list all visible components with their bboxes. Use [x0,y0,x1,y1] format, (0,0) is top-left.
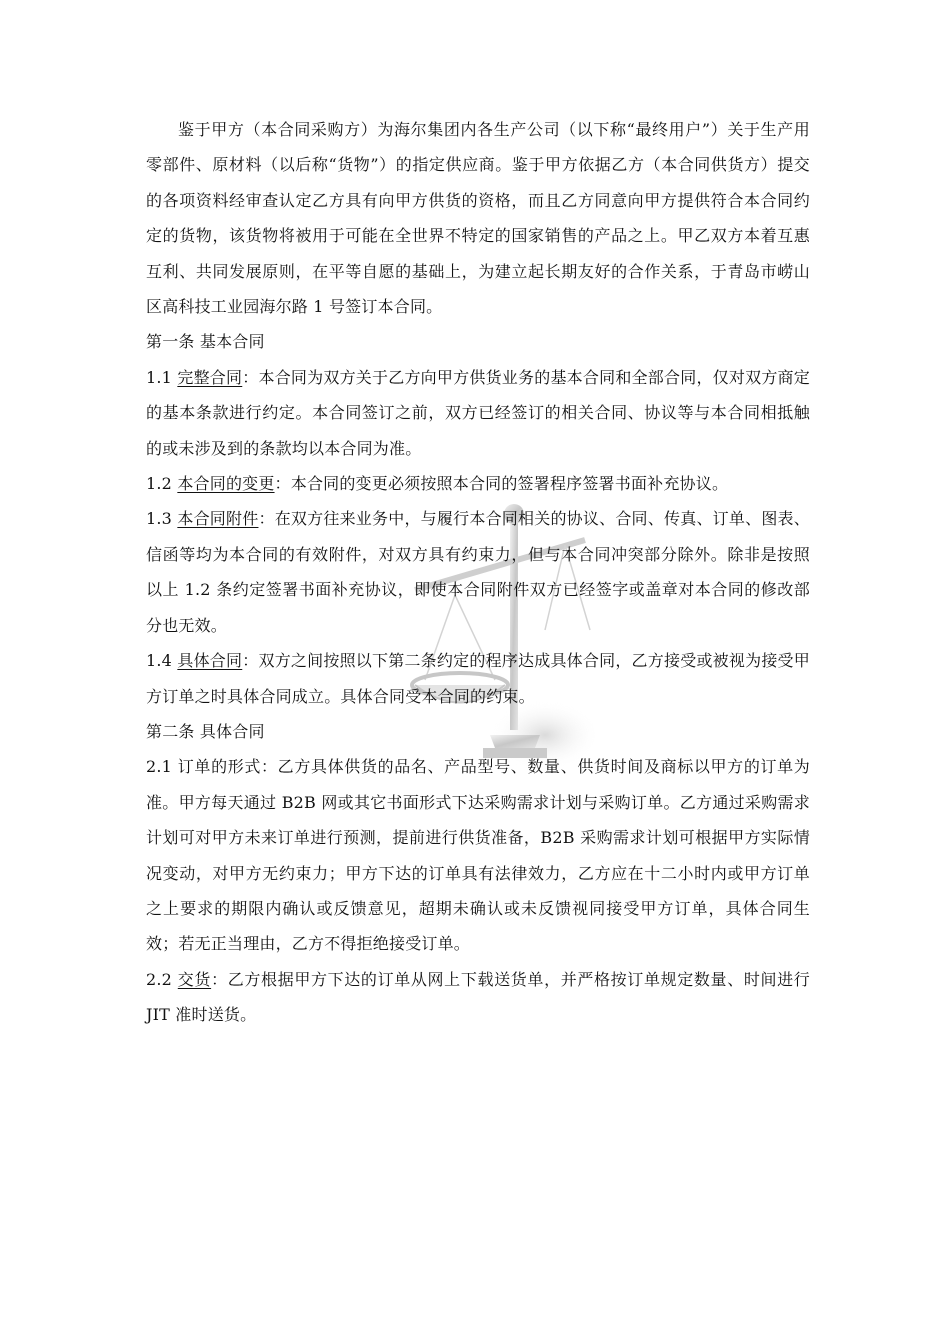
clause-text: ：双方之间按照以下第二条约定的程序达成具体合同，乙方接受或被视为接受甲方订单之时具体合同成立。具体合同受本合同的约束。 [146,651,810,706]
clause-term: 本合同的变更 [177,474,275,494]
clause-number: 2.1 [146,757,178,777]
clause-number: 1.1 [146,367,178,387]
clause-text: ：在双方往来业务中，与履行本合同相关的协议、合同、传真、订单、图表、信函等均为本合同的有效附件，对双方具有约束力，但与本合同冲突部分除外。除非是按照以上 1.2 条约定签署书面补充协议，即使本合同附件双方已经签字或盖章对本合同的修改部分也无效。 [146,509,810,635]
clause-term: 本合同附件 [177,509,259,529]
clause-term: 交货 [177,969,212,989]
clause-2-1 [146,749,810,961]
clause-text: ：本合同为双方关于乙方向甲方供货业务的基本合同和全部合同，仅对双方商定的基本条款进行约定。本合同签订之前，双方已经签订的相关合同、协议等与本合同相抵触的或未涉及到的条款均以本合同为准。 [146,367,810,458]
clause-1-2 [146,466,810,501]
clause-text: 订单的形式：乙方具体供货的品名、产品型号、数量、供货时间及商标以甲方的订单为准。甲方每天通过 B2B 网或其它书面形式下达采购需求计划与采购订单。乙方通过采购需求计划可对甲方未来订单进行预测，提前进行供货准备，B2B 采购需求计划可根据甲方实际情况变动，对甲方无约束力；甲方下达的订单具有法律效力，乙方应在十二小时内或甲方订单之上要求的期限内确认或反馈意见，超期未确认或未反馈视同接受甲方订单，具体合同生效；若无正当理由，乙方不得拒绝接受订单。 [146,757,810,954]
clause-text: ：乙方根据甲方下达的订单从网上下载送货单，并严格按订单规定数量、时间进行 JIT 准时送货。 [146,969,810,1025]
clause-number: 1.2 [146,474,178,494]
clause-1-1 [146,360,810,466]
contract-body [146,112,810,1033]
clause-1-4 [146,643,810,714]
clause-number: 1.4 [146,651,178,671]
clause-1-3 [146,501,810,643]
clause-term: 完整合同 [177,367,243,387]
preamble-paragraph: 鉴于甲方（本合同采购方）为海尔集团内各生产公司（以下称“最终用户”）关于生产用零部件、原材料（以后称“货物”）的指定供应商。鉴于甲方依据乙方（本合同供货方）提交的各项资料经审查认定乙方具有向甲方供货的资格，而且乙方同意向甲方提供符合本合同约定的货物，该货物将被用于可能在全世界不特定的国家销售的产品之上。甲乙双方本着互惠互利、共同发展原则，在平等自愿的基础上，为建立起长期友好的合作关系，于青岛市崂山区高科技工业园海尔路 1 号签订本合同。 [146,120,810,317]
clause-term: 具体合同 [177,651,243,671]
clause-2-2 [146,962,810,1033]
clause-text: ：本合同的变更必须按照本合同的签署程序签署书面补充协议。 [274,474,729,494]
clause-number: 1.3 [146,509,178,529]
article-1-heading: 第一条 基本合同 [146,332,265,352]
article-2-heading: 第二条 具体合同 [146,721,265,741]
clause-number: 2.2 [146,969,178,989]
